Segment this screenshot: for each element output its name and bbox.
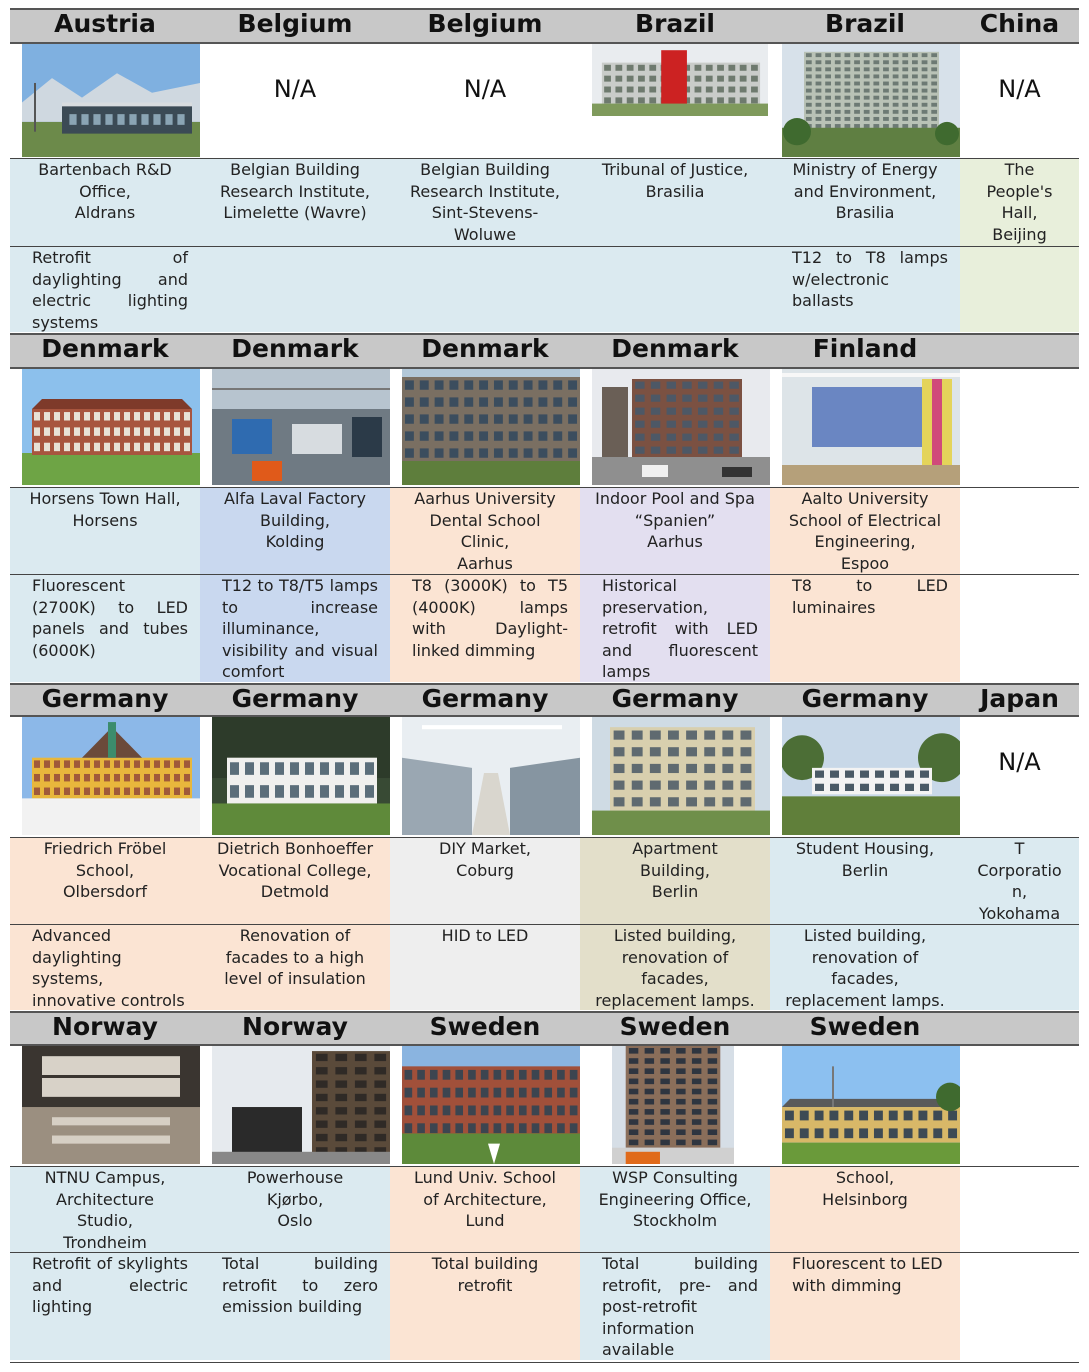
dental-school-photo	[402, 369, 580, 485]
retrofit-description-cell: Advanced daylighting systems, innovative controls	[10, 925, 200, 1010]
studio-interior-photo	[22, 1046, 200, 1164]
country-label: Japan	[980, 684, 1059, 713]
building-name-cell: DIY Market, Coburg	[390, 838, 580, 925]
retrofit-description-cell: Total building retrofit	[390, 1253, 580, 1360]
building-name-cell: Apartment Building, Berlin	[580, 838, 770, 925]
country-label: Germany	[801, 684, 929, 713]
retrofit-description-cell	[390, 247, 580, 332]
retrofit-description-cell: Fluorescent to LED with dimming	[770, 1253, 960, 1360]
retrofit-description-cell: Listed building, renovation of facades, replacement lamps.	[770, 925, 960, 1010]
country-label: Denmark	[231, 334, 359, 363]
country-label: Germany	[41, 684, 169, 713]
retrofit-description-cell: HID to LED	[390, 925, 580, 1010]
ministry-tower-photo	[782, 44, 960, 157]
town-hall-photo	[22, 369, 200, 485]
country-label: Germany	[421, 684, 549, 713]
country-label: Sweden	[809, 1012, 921, 1041]
building-name-cell: The People's Hall, Beijing	[960, 159, 1079, 247]
country-label: Austria	[54, 9, 156, 38]
country-label: Denmark	[41, 334, 169, 363]
retrofit-description-cell: Listed building, renovation of facades, replacement lamps.	[580, 925, 770, 1010]
not-available-label: N/A	[998, 75, 1041, 103]
country-label: Finland	[812, 334, 918, 363]
country-label: China	[979, 9, 1060, 38]
country-label: Norway	[242, 1012, 348, 1041]
building-name-cell: School, Helsinborg	[770, 1167, 960, 1253]
building-name-cell: Belgian Building Research Institute, Sint-Stevens- Woluwe	[390, 159, 580, 247]
retrofit-description-cell	[200, 247, 390, 332]
building-name-cell: Student Housing, Berlin	[770, 838, 960, 925]
building-name-cell: Alfa Laval Factory Building, Kolding	[200, 488, 390, 575]
retrofit-description-cell: T12 to T8 lamps w/electronic ballasts	[770, 247, 960, 332]
table-bottom-rule	[10, 1362, 1079, 1363]
school-yellow-photo	[22, 717, 200, 835]
row-divider	[10, 487, 1079, 488]
retrofit-description-cell: Total building retrofit to zero emission building	[200, 1253, 390, 1360]
row-divider	[10, 1252, 1079, 1253]
building-name-cell: WSP Consulting Engineering Office, Stockholm	[580, 1167, 770, 1253]
building-name-cell: Lund Univ. School of Architecture, Lund	[390, 1167, 580, 1253]
retrofit-description-cell: Historical preservation, retrofit with LED and fluorescent lamps	[580, 575, 770, 682]
country-label: Brazil	[635, 9, 715, 38]
building-name-cell: Friedrich Fröbel School, Olbersdorf	[10, 838, 200, 925]
apartment-photo	[592, 717, 770, 835]
building-name-cell: Tribunal of Justice, Brasilia	[580, 159, 770, 247]
factory-interior-photo	[212, 369, 390, 485]
row-divider	[10, 158, 1079, 159]
retrofit-description-cell: Fluorescent (2700K) to LED panels and tubes (6000K)	[10, 575, 200, 682]
retrofit-description-cell	[960, 925, 1079, 1010]
country-label: Brazil	[825, 9, 905, 38]
building-name-cell: Ministry of Energy and Environment, Brasilia	[770, 159, 960, 247]
building-name-cell: NTNU Campus, Architecture Studio, Trondheim	[10, 1167, 200, 1253]
lund-school-photo	[402, 1046, 580, 1164]
student-housing-photo	[782, 717, 960, 835]
retrofit-description-cell: Retrofit of daylighting and electric lighting systems	[10, 247, 200, 332]
building-name-cell: Powerhouse Kjørbo, Oslo	[200, 1167, 390, 1253]
country-label: Sweden	[619, 1012, 731, 1041]
not-available-label: N/A	[273, 75, 317, 103]
retrofit-description-cell: T8 (3000K) to T5 (4000K) lamps with Daylight-linked dimming	[390, 575, 580, 682]
row-divider	[10, 837, 1079, 838]
building-name-cell: Bartenbach R&D Office, Aldrans	[10, 159, 200, 247]
building-name-cell: Belgian Building Research Institute, Limelette (Wavre)	[200, 159, 390, 247]
country-label: Sweden	[429, 1012, 541, 1041]
row-divider	[10, 924, 1079, 925]
building-name-cell: Aalto University School of Electrical Engineering, Espoo	[770, 488, 960, 575]
retrofit-description-cell: Renovation of facades to a high level of insulation	[200, 925, 390, 1010]
building-name-cell: Dietrich Bonhoeffer Vocational College, Detmold	[200, 838, 390, 925]
country-label: Belgium	[237, 9, 353, 38]
country-label: Norway	[52, 1012, 158, 1041]
not-available-label: N/A	[463, 75, 507, 103]
retrofit-description-cell: T8 to LED luminaires	[770, 575, 960, 682]
retrofit-description-cell: Total building retrofit, pre- and post-retrofit information available	[580, 1253, 770, 1360]
retrofit-description-cell	[580, 247, 770, 332]
building-name-cell: Indoor Pool and Spa “Spanien” Aarhus	[580, 488, 770, 575]
row-divider	[10, 246, 1079, 247]
country-label: Denmark	[611, 334, 739, 363]
college-facade-photo	[212, 717, 390, 835]
courthouse-render-photo	[592, 44, 768, 116]
not-available-label: N/A	[998, 748, 1041, 776]
country-label: Germany	[231, 684, 359, 713]
retrofit-description-cell	[960, 247, 1079, 332]
country-label: Belgium	[427, 9, 543, 38]
row-divider	[10, 574, 1079, 575]
office-tower-photo	[612, 1046, 734, 1164]
retrofit-description-cell: Retrofit of skylights and electric lighting	[10, 1253, 200, 1360]
country-label: Denmark	[421, 334, 549, 363]
classroom-photo	[782, 369, 960, 485]
country-label: Germany	[611, 684, 739, 713]
helsinborg-school-photo	[782, 1046, 960, 1164]
building-name-cell: Aarhus University Dental School Clinic, Aarhus	[390, 488, 580, 575]
powerhouse-photo	[212, 1046, 390, 1164]
row-divider	[10, 1166, 1079, 1167]
pool-spa-photo	[592, 369, 770, 485]
building-name-cell: T Corporatio n, Yokohama	[960, 838, 1079, 925]
building-name-cell: Horsens Town Hall, Horsens	[10, 488, 200, 575]
retrofit-description-cell: T12 to T8/T5 lamps to increase illuminance, visibility and visual comfort	[200, 575, 390, 682]
lab-building-photo	[22, 44, 200, 157]
diy-market-photo	[402, 717, 580, 835]
